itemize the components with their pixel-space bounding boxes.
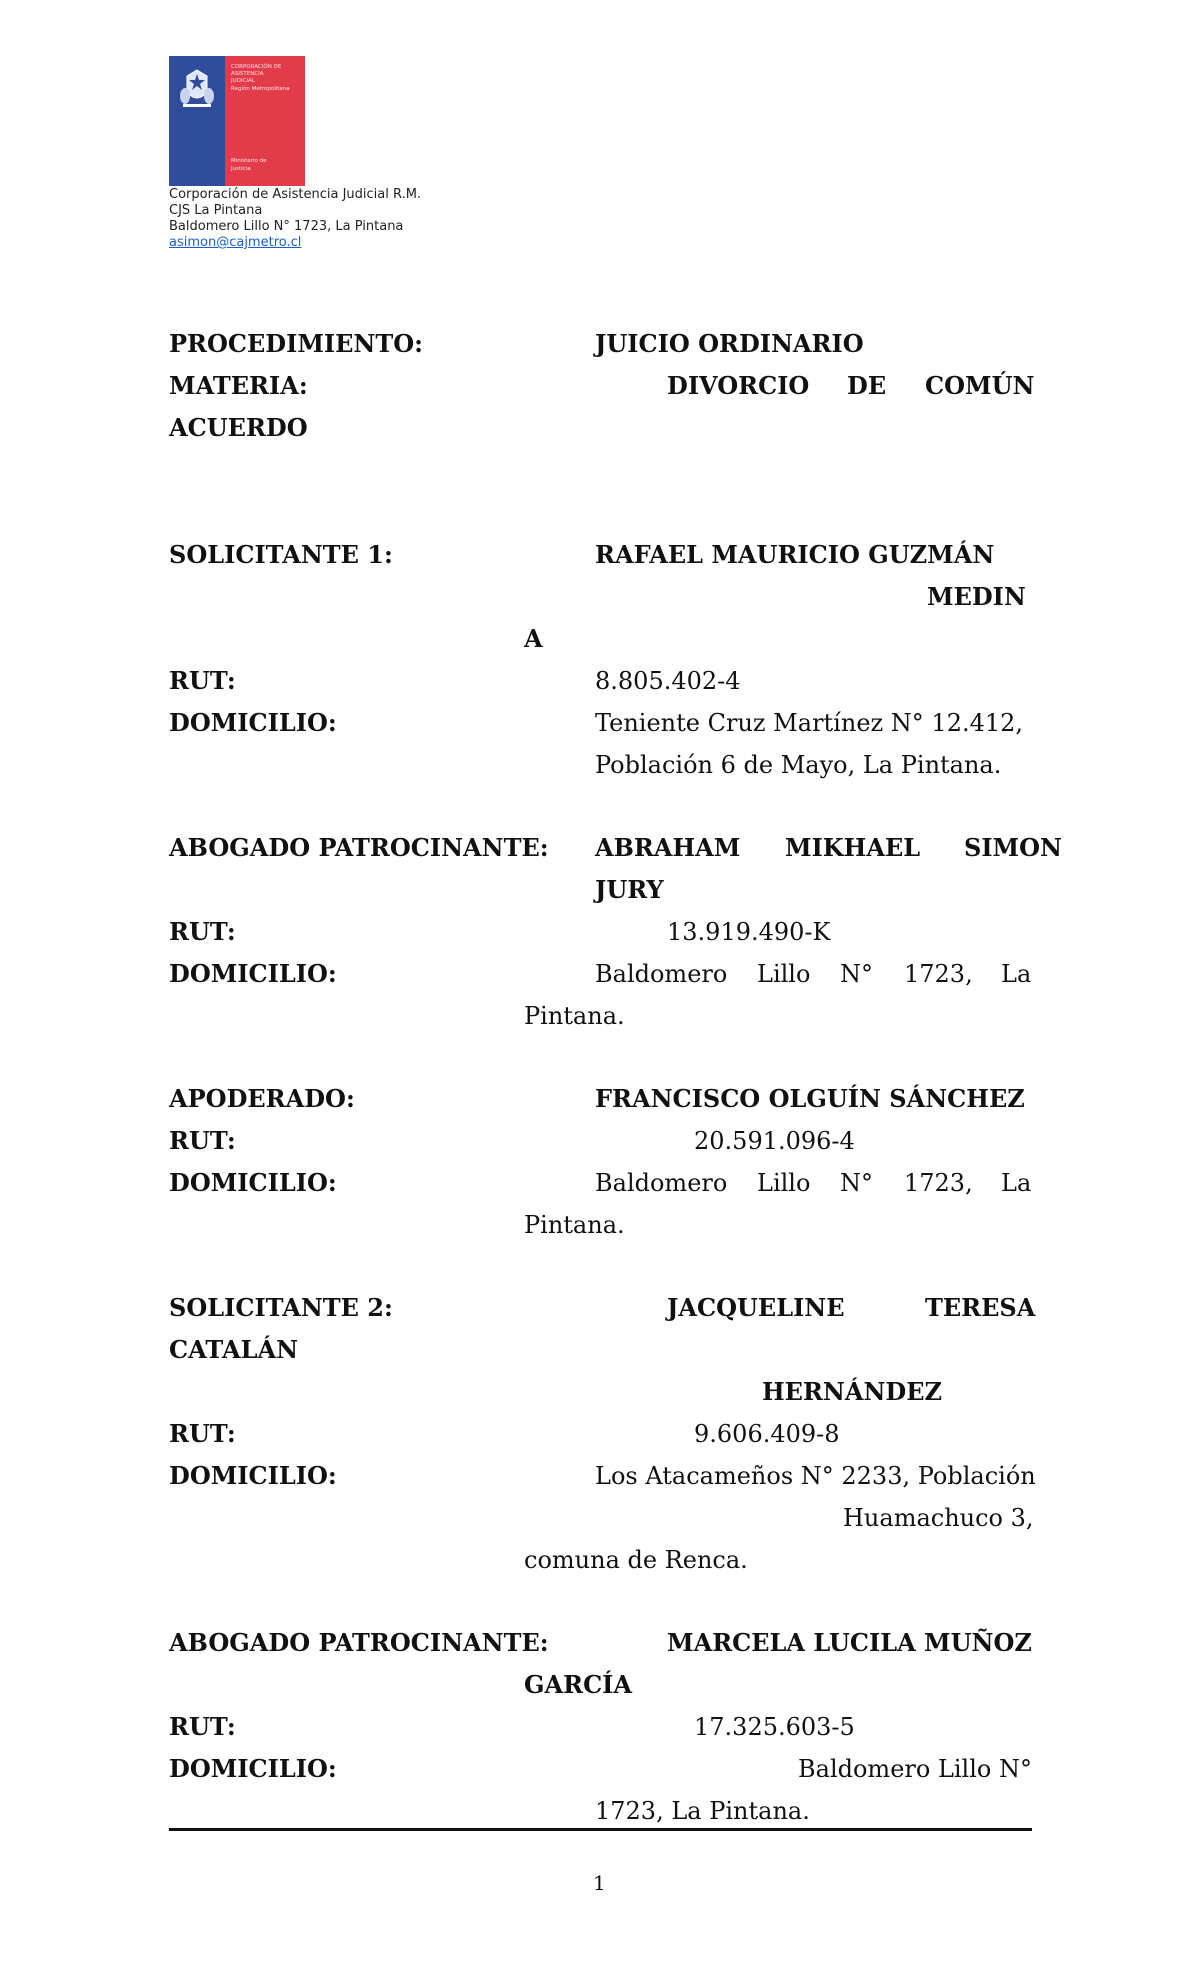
apoderado-domicilio: Lillo	[757, 1169, 811, 1197]
solicitante-2-name: CATALÁN	[169, 1335, 299, 1364]
procedimiento-label: PROCEDIMIENTO:	[169, 329, 423, 358]
solicitante-2-label: SOLICITANTE 2:	[169, 1293, 393, 1322]
apoderado-domicilio: Pintana.	[524, 1211, 625, 1239]
abogado-1-domicilio: Lillo	[757, 960, 811, 988]
materia-value: COMÚN	[925, 371, 1035, 400]
abogado-2-rut: 17.325.603-5	[694, 1713, 855, 1741]
abogado-1-domicilio: La	[1001, 960, 1032, 988]
abogado-2-domicilio: Baldomero Lillo N°	[798, 1755, 1032, 1783]
materia-value: DE	[847, 371, 887, 400]
solicitante-2-domicilio-label: DOMICILIO:	[169, 1461, 337, 1490]
abogado-2-rut-label: RUT:	[169, 1712, 236, 1741]
page-number: 1	[593, 1871, 606, 1895]
abogado-2-domicilio: 1723, La Pintana.	[595, 1797, 810, 1825]
apoderado-domicilio: N°	[840, 1169, 873, 1197]
institution-logo	[169, 56, 305, 186]
logo-text: ASISTENCIA	[231, 71, 264, 77]
procedimiento-value: JUICIO ORDINARIO	[595, 329, 864, 358]
solicitante-2-name: HERNÁNDEZ	[762, 1377, 943, 1406]
materia-value: DIVORCIO	[667, 371, 810, 400]
abogado-1-name: MIKHAEL	[785, 833, 921, 862]
apoderado-domicilio: 1723,	[904, 1169, 973, 1197]
header-address: Baldomero Lillo N° 1723, La Pintana	[169, 219, 404, 234]
abogado-2-domicilio-label: DOMICILIO:	[169, 1754, 337, 1783]
solicitante-1-domicilio: Población 6 de Mayo, La Pintana.	[595, 751, 1002, 779]
apoderado-domicilio: La	[1001, 1169, 1032, 1197]
solicitante-2-domicilio: comuna de Renca.	[524, 1546, 748, 1574]
footer-divider	[169, 1828, 1032, 1831]
solicitante-1-name: A	[524, 624, 543, 653]
abogado-2-label: ABOGADO PATROCINANTE:	[169, 1628, 549, 1657]
apoderado-label: APODERADO:	[169, 1084, 355, 1113]
apoderado-rut: 20.591.096-4	[694, 1127, 855, 1155]
abogado-1-domicilio: N°	[840, 960, 873, 988]
abogado-2-name: MARCELA LUCILA MUÑOZ	[667, 1628, 1032, 1657]
solicitante-1-name: RAFAEL MAURICIO GUZMÁN	[595, 540, 995, 569]
abogado-1-domicilio-label: DOMICILIO:	[169, 959, 337, 988]
materia-value: ACUERDO	[169, 413, 308, 442]
abogado-1-domicilio: Pintana.	[524, 1002, 625, 1030]
solicitante-1-domicilio-label: DOMICILIO:	[169, 708, 337, 737]
logo-text: Región Metropolitana	[231, 86, 290, 92]
abogado-2-name: GARCÍA	[524, 1670, 633, 1699]
solicitante-2-name: JACQUELINE	[667, 1293, 845, 1322]
logo-red-panel	[225, 56, 305, 186]
apoderado-domicilio: Baldomero	[595, 1169, 728, 1197]
abogado-1-name: ABRAHAM	[595, 833, 741, 862]
solicitante-1-rut-label: RUT:	[169, 666, 236, 695]
logo-text: Ministerio de	[231, 158, 267, 164]
solicitante-1-rut: 8.805.402-4	[595, 667, 741, 695]
apoderado-domicilio-label: DOMICILIO:	[169, 1168, 337, 1197]
solicitante-2-rut-label: RUT:	[169, 1419, 236, 1448]
apoderado-name: FRANCISCO OLGUÍN SÁNCHEZ	[595, 1084, 1025, 1113]
logo-text: JUDICIAL	[231, 78, 255, 84]
solicitante-2-domicilio: Los Atacameños N° 2233, Población	[595, 1462, 1036, 1490]
header-org: Corporación de Asistencia Judicial R.M.	[169, 187, 422, 202]
solicitante-1-name: MEDIN	[927, 582, 1026, 611]
solicitante-1-domicilio: Teniente Cruz Martínez N° 12.412,	[595, 709, 1024, 737]
abogado-1-name: SIMON	[964, 833, 1062, 862]
solicitante-2-domicilio: Huamachuco 3,	[843, 1504, 1034, 1532]
materia-label: MATERIA:	[169, 371, 308, 400]
abogado-1-name: JURY	[595, 875, 664, 904]
abogado-1-label: ABOGADO PATROCINANTE:	[169, 833, 549, 862]
solicitante-2-rut: 9.606.409-8	[694, 1420, 840, 1448]
header-office: CJS La Pintana	[169, 203, 263, 218]
abogado-1-rut: 13.919.490-K	[667, 918, 831, 946]
abogado-1-rut-label: RUT:	[169, 917, 236, 946]
logo-blue-panel	[169, 56, 225, 186]
logo-text: Justicia	[231, 166, 251, 172]
apoderado-rut-label: RUT:	[169, 1126, 236, 1155]
solicitante-2-name: TERESA	[925, 1293, 1036, 1322]
abogado-1-domicilio: 1723,	[904, 960, 973, 988]
header-email-link[interactable]: asimon@cajmetro.cl	[169, 235, 302, 250]
solicitante-1-label: SOLICITANTE 1:	[169, 540, 393, 569]
abogado-1-domicilio: Baldomero	[595, 960, 728, 988]
logo-text: CORPORACIÓN DE	[231, 64, 282, 70]
coat-of-arms-icon	[177, 66, 217, 110]
